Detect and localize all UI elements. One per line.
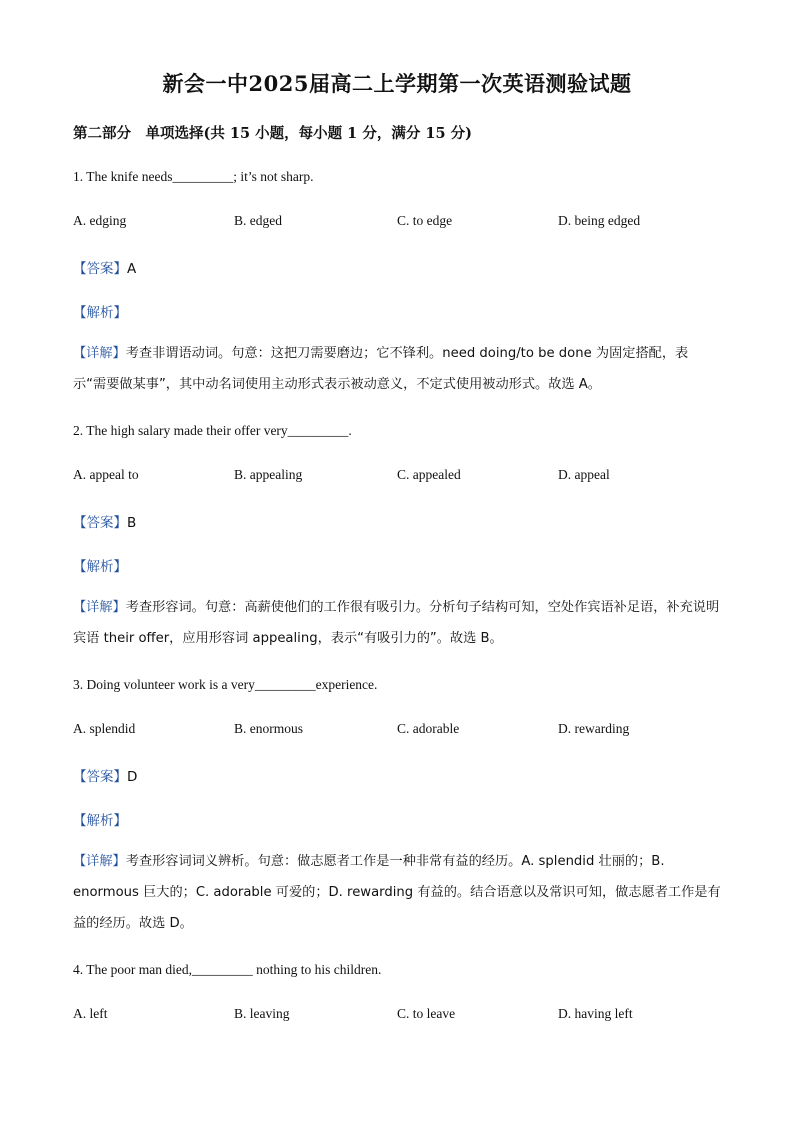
detail-paragraph	[73, 592, 721, 654]
option-b: B. leaving	[234, 1006, 290, 1021]
option-b: B. appealing	[234, 467, 303, 482]
detail-text: 考查非谓语动词。句意：这把刀需要磨边；它不锋利。need doing/to be done 为固定搭配，表示“需要做某事”，其中动名词使用主动形式表示被动意义，不定式使用被动形式。故选 A。	[73, 346, 689, 392]
option-d: D. rewarding	[558, 721, 630, 736]
answer-label: 【答案】	[73, 261, 127, 277]
detail-paragraph	[73, 846, 721, 939]
option-b: B. enormous	[234, 721, 303, 736]
analysis-label-text: 【解析】	[73, 305, 127, 321]
question-1-options	[73, 213, 733, 233]
detail-text: 考查形容词。句意：高薪使他们的工作很有吸引力。分析句子结构可知，空处作宾语补足语，补充说明宾语 their offer，应用形容词 appealing，表示“有吸引力的”。故选 B。	[73, 600, 720, 646]
option-a: A. appeal to	[73, 467, 139, 482]
answer-value: A	[127, 261, 137, 277]
option-c: C. to leave	[397, 1006, 456, 1021]
answer-line	[73, 765, 137, 785]
analysis-label	[73, 555, 127, 575]
option-b: B. edged	[234, 213, 282, 228]
option-d: D. being edged	[558, 213, 641, 228]
option-a: A. edging	[73, 213, 127, 228]
question-4-options	[73, 1006, 733, 1026]
analysis-label	[73, 809, 127, 829]
detail-label: 【详解】	[73, 346, 126, 361]
answer-label: 【答案】	[73, 515, 127, 531]
answer-line	[73, 511, 136, 531]
detail-label: 【详解】	[73, 854, 126, 869]
option-d: D. having left	[558, 1006, 633, 1021]
detail-text: 考查形容词词义辨析。句意：做志愿者工作是一种非常有益的经历。A. splendid 壮丽的；B. enormous 巨大的；C. adorable 可爱的；D. rewarding 有益的。结合语意以及常识可知，做志愿者工作是有益的经历。故选 D。	[73, 854, 721, 931]
option-d: D. appeal	[558, 467, 610, 482]
section-heading: 第二部分 单项选择(共 15 小题，每小题 1 分，满分 15 分)	[73, 125, 472, 142]
option-a: A. splendid	[73, 721, 136, 736]
detail-paragraph	[73, 338, 721, 400]
option-c: C. adorable	[397, 721, 460, 736]
answer-value: D	[127, 769, 138, 785]
option-c: C. appealed	[397, 467, 461, 482]
answer-label: 【答案】	[73, 769, 127, 785]
option-a: A. left	[73, 1006, 108, 1021]
question-3-stem: 3. Doing volunteer work is a very_________experience.	[73, 677, 378, 692]
page-title: 新会一中2025届高二上学期第一次英语测验试题	[162, 71, 632, 96]
answer-line	[73, 257, 136, 277]
option-c: C. to edge	[397, 213, 453, 228]
detail-label: 【详解】	[73, 600, 126, 615]
question-2-stem: 2. The high salary made their offer very_________.	[73, 423, 352, 438]
question-4-stem: 4. The poor man died,_________ nothing to his children.	[73, 962, 382, 977]
question-3-options	[73, 721, 733, 741]
answer-value: B	[127, 515, 137, 531]
question-2-options	[73, 467, 733, 487]
analysis-label-text: 【解析】	[73, 559, 127, 575]
analysis-label-text: 【解析】	[73, 813, 127, 829]
analysis-label	[73, 301, 127, 321]
question-1-stem: 1. The knife needs_________; it’s not sharp.	[73, 169, 314, 184]
